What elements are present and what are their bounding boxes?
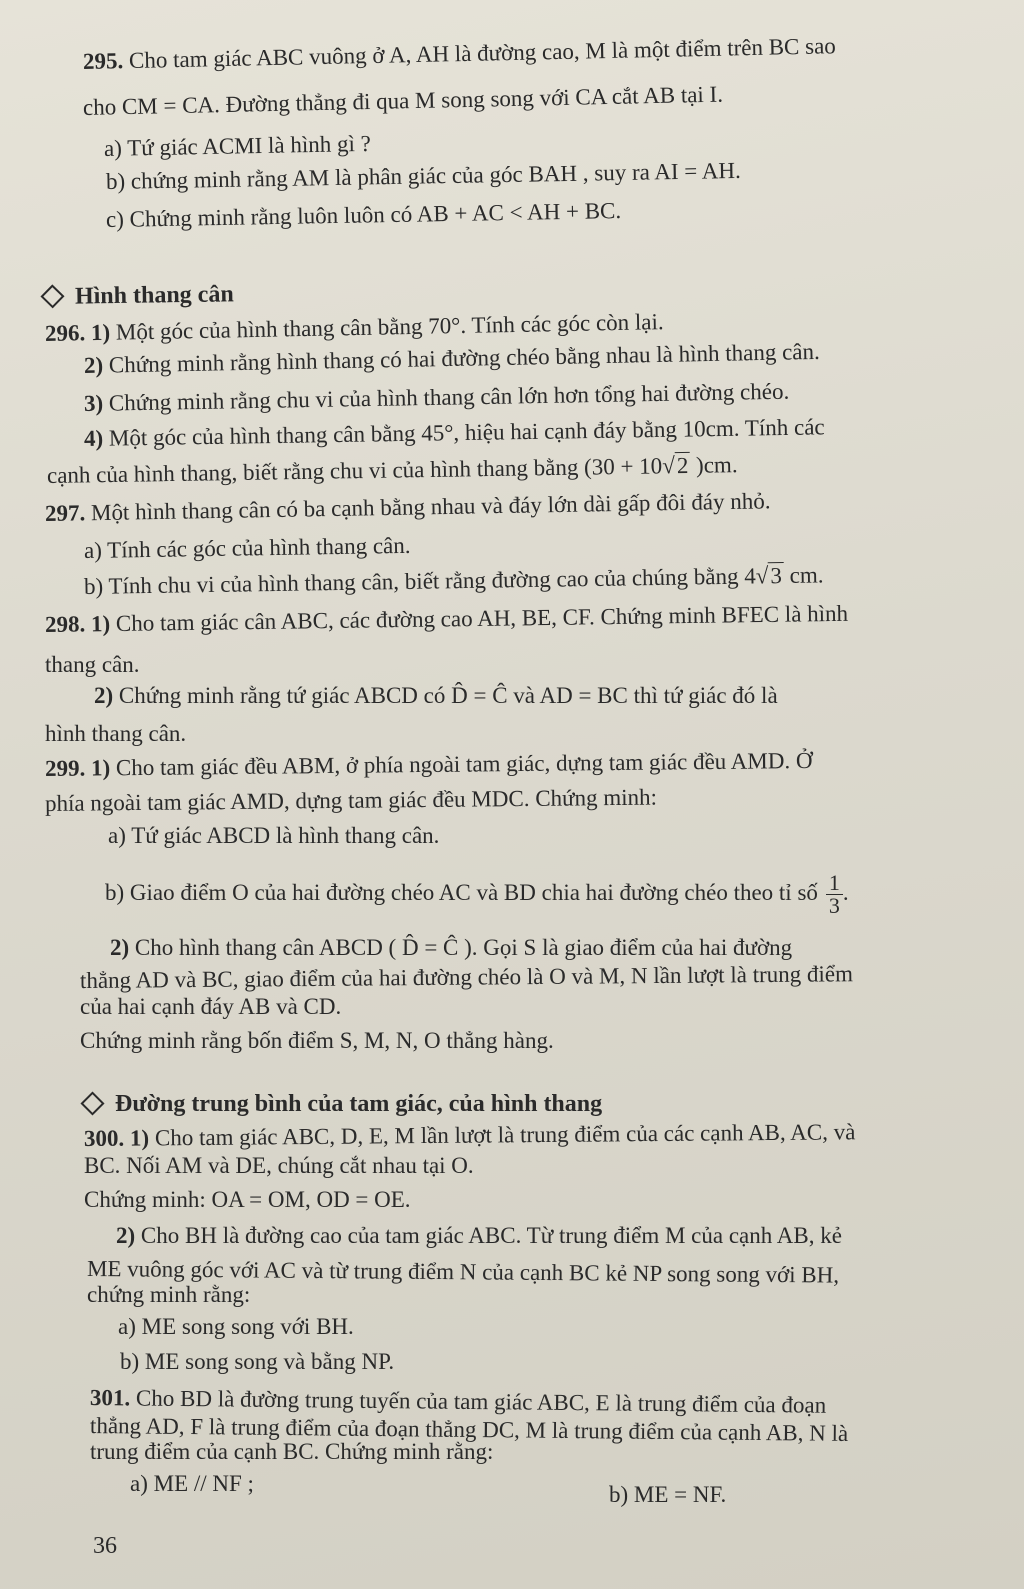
p300-line2: BC. Nối AM và DE, chúng cắt nhau tại O. [84, 1153, 474, 1178]
p301-line3: trung điểm của cạnh BC. Chứng minh rằng: [90, 1439, 494, 1464]
p296-line4 [84, 413, 825, 453]
p296-number: 296. [44, 320, 86, 346]
p301-line2: thẳng AD, F là trung điểm của đoạn thẳng DC, M là trung điểm của cạnh AB, N là [89, 1413, 849, 1446]
p301-b: b) ME = NF. [609, 1482, 727, 1507]
diamond-icon [80, 1091, 104, 1115]
p300-number: 300. [83, 1125, 125, 1151]
p299-line5 [110, 934, 792, 962]
fraction-period: . [842, 879, 849, 905]
p295-line1 [83, 32, 836, 76]
p299-line2: phía ngoài tam giác AMD, dựng tam giác đều MDC. Chứng minh: [44, 784, 658, 816]
p299-number: 299. [44, 755, 86, 781]
p299-part2: 2) [110, 935, 130, 960]
p300-part1: 1) [129, 1125, 150, 1151]
p300-b: b) ME song song và bằng NP. [120, 1349, 395, 1374]
p300-line1 [84, 1118, 856, 1153]
p298-part2: 2) [94, 683, 114, 708]
p297-textb-b: cm. [789, 562, 824, 588]
p298-line2: thang cân. [45, 652, 140, 677]
p297-line1 [45, 487, 771, 528]
p298-text3: Chứng minh rằng tứ giác ABCD có D̂ = Ĉ và AD = BC thì tứ giác đó là [118, 683, 778, 708]
p300-text4: Cho BH là đường cao của tam giác ABC. Từ trung điểm M của cạnh AB, kẻ [140, 1223, 842, 1248]
diamond-icon [40, 284, 64, 308]
p299-a: a) Tứ giác ABCD là hình thang cân. [108, 823, 440, 848]
p299-line8: Chứng minh rằng bốn điểm S, M, N, O thẳng hàng. [80, 1028, 554, 1053]
p298-line3 [94, 682, 778, 710]
p298-line1 [45, 600, 848, 639]
p296-text1: Một góc của hình thang cân bằng 70°. Tính các góc còn lại. [115, 309, 664, 345]
p298-text1: Cho tam giác cân ABC, các đường cao AH, BE, CF. Chứng minh BFEC là hình [115, 600, 849, 637]
p301-a: a) ME // NF ; [130, 1471, 254, 1496]
p299-line6: thẳng AD và BC, giao điểm của hai đường chéo là O và M, N lần lượt là trung điểm [79, 961, 854, 993]
p299-text5: Cho hình thang cân ABCD ( D̂ = Ĉ ). Gọi S là giao điểm của hai đường [134, 935, 793, 960]
section-title: Đường trung bình của tam giác, của hình thang [115, 1091, 603, 1117]
p297-textb-a: b) Tính chu vi của hình thang cân, biết rằng đường cao của chúng bằng 4 [83, 563, 756, 599]
p296-part3: 3) [83, 390, 104, 416]
p295-text: Cho tam giác ABC vuông ở A, AH là đường cao, M là một điểm trên BC sao [128, 33, 837, 74]
p295-c: c) Chứng minh rằng luôn luôn có AB + AC < AH + BC. [105, 198, 622, 232]
p299-part1: 1) [90, 755, 111, 781]
p301-number: 301. [89, 1385, 131, 1411]
p295-line2: cho CM = CA. Đường thẳng đi qua M song song với CA cắt AB tại I. [82, 81, 724, 120]
p299-line1 [45, 747, 813, 783]
p298-part1: 1) [90, 611, 111, 637]
fraction-one-third [826, 872, 843, 917]
p296-text5a: cạnh của hình thang, biết rằng chu vi của hình thang bằng (30 + 10 [46, 453, 663, 488]
p296-part2: 2) [83, 352, 104, 378]
p297-text1: Một hình thang cân có ba cạnh bằng nhau và đáy lớn dài gấp đôi đáy nhỏ. [90, 488, 771, 526]
p297-a: a) Tính các góc của hình thang cân. [83, 532, 411, 563]
p296-text5b: )cm. [695, 452, 738, 478]
p299-line7: của hai cạnh đáy AB và CD. [80, 994, 342, 1019]
section-heading-midline [84, 1090, 602, 1118]
p295-b: b) chứng minh rằng AM là phân giác của góc BAH , suy ra AI = AH. [105, 157, 741, 194]
p300-line3: Chứng minh: OA = OM, OD = OE. [84, 1187, 411, 1212]
p296-part1: 1) [90, 319, 111, 346]
p295-a: a) Tứ giác ACMI là hình gì ? [103, 130, 372, 161]
p296-text4: Một góc của hình thang cân bằng 45°, hiệu hai cạnh đáy bằng 10cm. Tính các [108, 414, 825, 451]
p300-part2: 2) [116, 1223, 136, 1248]
p301-text1: Cho BD là đường trung tuyến của tam giác ABC, E là trung điểm của đoạn [135, 1385, 827, 1418]
p296-text2: Chứng minh rằng hình thang có hai đường chéo bằng nhau là hình thang cân. [108, 338, 820, 378]
p299-b [105, 872, 849, 917]
p300-text1: Cho tam giác ABC, D, E, M lần lượt là trung điểm của các cạnh AB, AC, và [154, 1119, 856, 1151]
p296-part4: 4) [83, 425, 104, 451]
fraction-numerator: 1 [826, 872, 843, 895]
p299-textb: b) Giao điểm O của hai đường chéo AC và BD chia hai đường chéo theo tỉ số [105, 879, 818, 905]
p300-line4 [116, 1222, 842, 1250]
p296-sqrt-radicand: 2 [675, 452, 691, 478]
p299-text1: Cho tam giác đều ABM, ở phía ngoài tam giác, dựng tam giác đều AMD. Ở [115, 747, 813, 781]
p300-a: a) ME song song với BH. [118, 1314, 354, 1339]
page-number: 36 [93, 1533, 117, 1559]
section-title: Hình thang cân [74, 281, 234, 310]
p295-number: 295. [82, 48, 124, 74]
p297-sqrt-radicand: 3 [768, 562, 784, 588]
p300-line6: chứng minh rằng: [87, 1282, 251, 1307]
p296-line3 [84, 378, 790, 418]
p296-text3: Chứng minh rằng chu vi của hình thang cân lớn hơn tổng hai đường chéo. [108, 378, 790, 416]
p300-line5: ME vuông góc với AC và từ trung điểm N của cạnh BC kẻ NP song song với BH, [86, 1256, 840, 1288]
section-heading-isosceles-trapezoid [44, 280, 234, 311]
fraction-denominator: 3 [828, 893, 840, 918]
p298-line4: hình thang cân. [45, 721, 187, 746]
p297-b: b) Tính chu vi của hình thang cân, biết rằng đường cao của chúng bằng 4√3 cm. [83, 562, 824, 599]
p298-number: 298. [44, 611, 86, 637]
p296-line5: cạnh của hình thang, biết rằng chu vi của hình thang bằng (30 + 10√2 )cm. [46, 452, 738, 488]
p297-number: 297. [44, 500, 86, 526]
